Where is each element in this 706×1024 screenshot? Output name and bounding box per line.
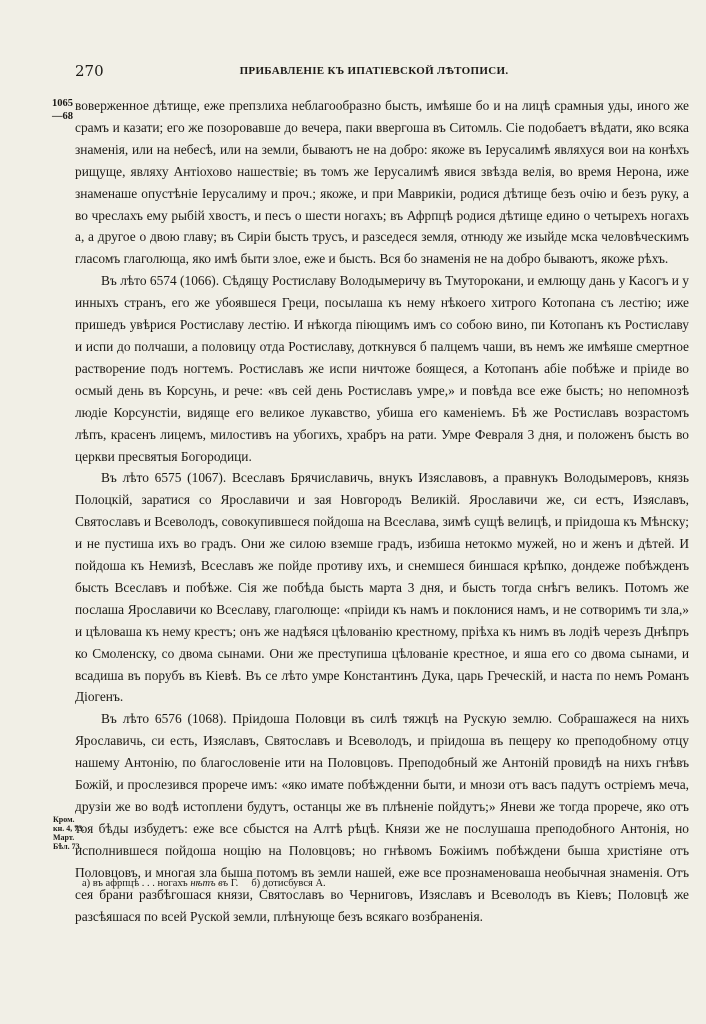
chronicle-text [75, 95, 689, 927]
footnote-a-text: а) въ афрпцѣ . . . ногахъ [82, 878, 188, 889]
margin-year-end: —68 [52, 111, 73, 122]
page-header [75, 60, 673, 84]
footnote-a-source: Г. [230, 878, 239, 889]
margin-ref-4: Бѣл. 73. [53, 842, 82, 851]
paragraph-year-6574: Въ лѣто 6574 (1066). Сѣдящу Ростиславу Володымеричу въ Тмуторокани, и емлющу дань у Касогъ и у инныхъ странъ, его же убоявшеся Греци, посылаша къ нему нѣкоего хитрого Котопана съ лестію; иже пришедъ увѣрися Ростиславу лестію. И нѣкогда піющимъ имъ со собою вино, пи Котопанъ къ Ростиславу и испи до полчаши, а половицу отда Ростиславу, доткнувся б палцемъ чаши, въ немъ же имѣяше смертное растворение подъ ногтемъ. Ростиславъ же испи ничтоже боящеся, а Котопанъ абіе побѣже и пріиде во осмый день въ Корсунь, и рече: «въ сей день Ростиславъ умре,» и повѣда все еже бысть; но непомнозѣ людіе Корсунстіи, видяще его великое лукавство, убиша его каменіемъ. Бѣ же Ростиславъ возрастомъ лѣпъ, красенъ лицемъ, милостивъ на убогихъ, храбръ на рати. Умре Февраля 3 дня, и положенъ бысть во церкви пресвятыя Богородици. [75, 273, 689, 464]
running-title: ПРИБАВЛЕНІЕ КЪ ИПАТІЕВСКОЙ ЛѢТОПИСИ. [239, 65, 509, 77]
page-number: 270 [75, 62, 104, 80]
margin-year-start: 1065 [52, 98, 73, 109]
margin-ref-2: кн. 4, 73. [53, 824, 85, 833]
margin-ref-3: Март. [53, 833, 75, 842]
paragraph-year-6576: Въ лѣто 6576 (1068). Пріидоша Половци въ силѣ тяжцѣ на Рускую землю. Собрашажеся на нихъ Ярославичь, си есть, Изяславъ, Святославъ и Всеволодъ, и пріидоша въ пещеру ко преподобному отцу нашему Антонію, по благословеніе ити на Половцовъ. Преподобный же Антоній провидѣ на нихъ гнѣвъ Божій, и прослезився прорече имъ: «яко имате побѣжденни быти, и мнози отъ васъ падутъ остріемъ меча, друзіи же во водѣ истоплени будутъ, останцы же въ плѣненіе пойдутъ;» Яневи же тогда прорече, яко отъ тоя бѣды избудетъ: еже все сбыстся на Алтѣ рѣцѣ. Князи же не послушаша преподобного Антонія, но исполнившеся пойдоша нощію на Половцовъ; но гнѣвомъ Божіимъ побѣждени быша христіяне отъ Половцовъ, и многая зла быша потомъ въ земли нашей, еже все прознаменоваша необычная знаменія. Отъ сея брани разбѣгошася князи, Святославъ во Черниговъ, Изяславъ и Всеволодъ въ Кіевъ; Половцѣ же разсѣяшася по всей Руской земли, плѣнующе безъ всякаго возбраненія. [75, 711, 689, 924]
paragraph-portents: воверженное дѣтище, еже препзлиха неблагообразно бысть, имѣяше бо и на лицѣ срамныя уды, иного же срамъ и казати; его же позоровавше до вечера, паки ввергоша въ Ситомль. Сіе подобаетъ вѣдати, яко всяка знаменія, или на небесѣ, или на земли, бываютъ не на добро: якоже въ Іерусалимѣ являхуся вои на конѣхъ рищуще, являху Антіохово нашествіе; въ томъ же Іерусалимѣ явися звѣзда велія, во время Нерона, иже знаменаше опустѣніе Іерусалиму и проч.; якоже, и при Маврикіи, родися дѣтище безъ очію и безъ руку, а во чреслахъ ему рыбій хвостъ, и песъ о шести ногахъ; въ Афрпцѣ родися дѣтище едино о четырехъ ногахъ а, а другое о двою главу; въ Сиріи бысть трусъ, и разседеся земля, отнюду же изыйде мска человѣческимъ гласомъ глаголюща, яко имѣ быти злое, еже и бысть. Вся бо знаменія не на добро бываютъ, якоже рѣхъ. [75, 98, 689, 267]
margin-ref-1: Кром. [53, 815, 75, 824]
margin-year-note [52, 97, 73, 123]
footnote-a-note: нѣтъ въ [190, 878, 229, 889]
paragraph-year-6575: Въ лѣто 6575 (1067). Всеславъ Брячиславичь, внукъ Изяславовъ, а правнукъ Володымеровъ, князь Полоцкій, заратися со Ярославичи и зая Новгородъ Великій. Ярославичи же, си естъ, Изяславъ, Святославъ и Всеволодъ, совокупившеся пойдоша на Всеслава, зимѣ сущѣ велицѣ, и пріидоша къ Мѣнску; и не пустиша ихъ во градъ. Они же силою вземше градъ, избиша нетокмо мужей, но и женъ и дѣтей. И пойдоша къ Немизѣ, Всеславъ же пойде противу ихъ, и снемшеся биншася крѣпко, дондеже побѣжденъ бысть Всеславъ и побѣже. Сія же побѣда бысть марта 3 дня, и бысть тогда снѣгъ великъ. Потомъ же послаша Ярославичи ко Всеславу, глаголюще: «пріиди къ намъ и поклонися намъ, и не сотворимъ ти зла,» и цѣловаша къ нему крестъ; онъ же надѣяся цѣлованію крестному, пріѣха къ нимъ въ лодіѣ черезъ Днѣпръ ко Смоленску, со двома сынами. Они же преступиша цѣлованіе крестное, и яша его со двома сынами, и всадиша въ порубъ въ Кіевѣ. Въ се лѣто умре Константинъ Дука, царь Греческій, и наста по немъ Романъ Діогенъ. [75, 470, 689, 705]
footnotes [82, 878, 682, 889]
footnote-b-text: б) дотисбувся А. [251, 878, 326, 889]
